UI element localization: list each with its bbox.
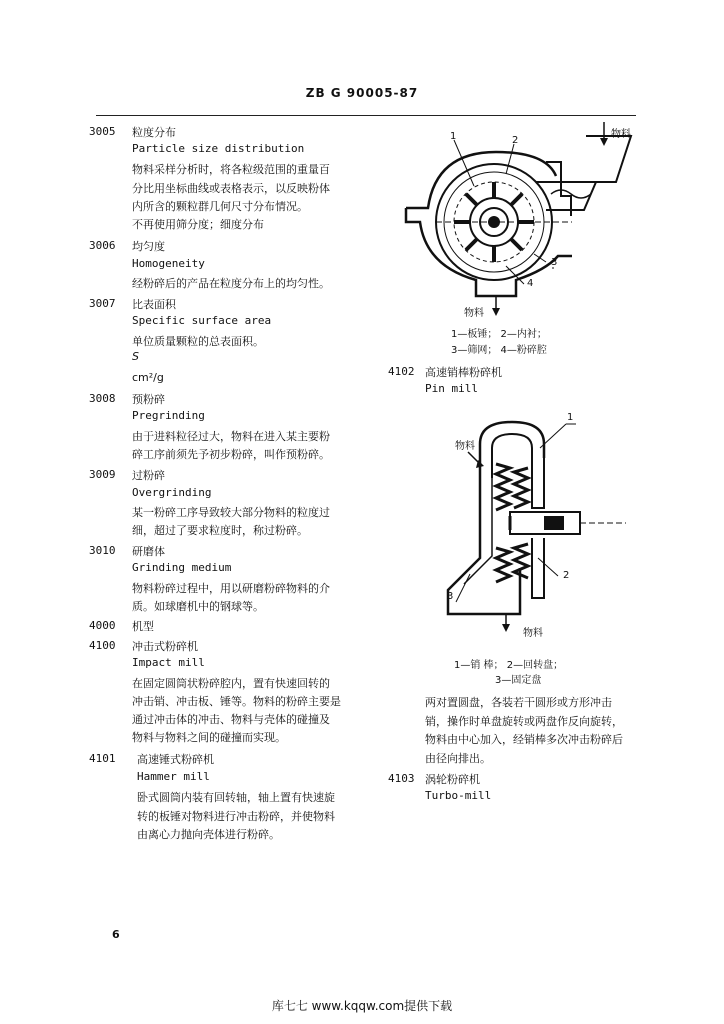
definition-line: 某一粉碎工序导致较大部分物料的粒度过 [132, 506, 330, 519]
unit: cm²/g [132, 371, 164, 384]
diagram-label: 1 [567, 412, 574, 423]
entry-number: 3008 [89, 392, 116, 405]
figure-caption: 1—板锤； 2—内衬； [451, 329, 547, 340]
definition-line: 细，超过了要求粒度时，称过粉碎。 [132, 524, 308, 537]
page-number: 6 [112, 928, 120, 941]
page-header: ZB G 90005-87 [305, 86, 419, 100]
term-english: Particle size distribution [132, 142, 305, 155]
definition-line: 物料采样分析时，将各粒级范围的重量百 [132, 163, 330, 176]
term-english: Overgrinding [132, 486, 212, 499]
term-title: 过粉碎 [132, 469, 165, 482]
figure-caption: 3—固定盘 [495, 675, 542, 686]
term-title: 高速锤式粉碎机 [137, 753, 214, 766]
definition-line: 物料由中心加入，经销棒多次冲击粉碎后 [425, 733, 623, 746]
entry-number: 4102 [388, 365, 415, 378]
definition-line: 转的板锤对物料进行冲击粉碎，并使物料 [137, 810, 335, 823]
definition-line: 卧式圆筒内装有回转轴，轴上置有快速旋 [137, 791, 335, 804]
definition-line: 由于进料粒径过大，物料在进入某主要粉 [132, 430, 330, 443]
term-title: 高速销棒粉碎机 [425, 366, 502, 379]
term-english: Impact mill [132, 656, 205, 669]
definition-line: 由径向排出。 [425, 752, 491, 765]
term-english: Homogeneity [132, 257, 205, 270]
definition-line: 质。如球磨机中的钢球等。 [132, 600, 264, 613]
term-title: 机型 [132, 620, 154, 633]
term-english: Grinding medium [132, 561, 232, 574]
material-in-label: 物料 [611, 129, 631, 140]
diagram-label: 3 [551, 257, 558, 268]
material-out-label: 物料 [464, 308, 484, 319]
entry-number: 4000 [89, 619, 116, 632]
diagram-label: 2 [563, 570, 570, 581]
term-title: 涡轮粉碎机 [425, 773, 480, 786]
term-title: 均匀度 [132, 240, 165, 253]
definition-line: 物料与物料之间的碰撞而实现。 [132, 731, 286, 744]
entry-number: 3005 [89, 125, 116, 138]
entry-number: 4103 [388, 772, 415, 785]
entry-number: 3006 [89, 239, 116, 252]
hammer-mill-diagram [396, 116, 646, 356]
term-english: Pregrinding [132, 409, 205, 422]
entry-number: 4100 [89, 639, 116, 652]
definition-line: 两对置圆盘，各装若干圆形或方形冲击 [425, 696, 612, 709]
entry-number: 3009 [89, 468, 116, 481]
diagram-label: 3 [447, 591, 454, 602]
definition-line: 销，操作时单盘旋转或两盘作反向旋转， [425, 715, 623, 728]
definition-line: 分比用坐标曲线或表格表示，以反映粉体 [132, 182, 330, 195]
definition-line: 在固定圆筒状粉碎腔内，置有快速回转的 [132, 677, 330, 690]
material-out-label: 物料 [523, 628, 543, 639]
definition-line: 不再使用筛分度；细度分布 [132, 218, 264, 231]
term-english: Turbo-mill [425, 789, 492, 802]
material-in-label: 物料 [455, 441, 475, 452]
diagram-label: 2 [512, 135, 519, 146]
entry-number: 3010 [89, 544, 116, 557]
definition-line: 由离心力抛向壳体进行粉碎。 [137, 828, 280, 841]
diagram-label: 1 [450, 131, 457, 142]
term-english: Hammer mill [137, 770, 210, 783]
definition-line: 通过冲击体的冲击、物料与壳体的碰撞及 [132, 713, 330, 726]
definition-line: 内所含的颗粒群几何尺寸分布情况。 [132, 200, 308, 213]
definition-line: 经粉碎后的产品在粒度分布上的均匀性。 [132, 277, 330, 290]
definition-line: 单位质量颗粒的总表面积。 [132, 335, 264, 348]
figure-caption: 3—筛网； 4—粉碎腔 [451, 345, 547, 356]
entry-number: 3007 [89, 297, 116, 310]
term-title: 研磨体 [132, 545, 165, 558]
symbol: S [132, 350, 139, 363]
term-english: Specific surface area [132, 314, 272, 327]
term-title: 预粉碎 [132, 393, 165, 406]
definition-line: 碎工序前须先予初步粉碎，叫作预粉碎。 [132, 448, 330, 461]
definition-line: 物料粉碎过程中，用以研磨粉碎物料的介 [132, 582, 330, 595]
download-footer[interactable]: 库七七 www.kqqw.com提供下载 [271, 999, 453, 1013]
entry-number: 4101 [89, 752, 116, 765]
figure-caption: 1—销 棒； 2—回转盘； [454, 660, 564, 671]
definition-line: 冲击销、冲击板、锤等。物料的粉碎主要是 [132, 695, 341, 708]
term-title: 粒度分布 [132, 126, 176, 139]
term-title: 冲击式粉碎机 [132, 640, 198, 653]
term-title: 比表面积 [132, 298, 176, 311]
term-english: Pin mill [425, 382, 478, 395]
diagram-label: 4 [527, 278, 534, 289]
